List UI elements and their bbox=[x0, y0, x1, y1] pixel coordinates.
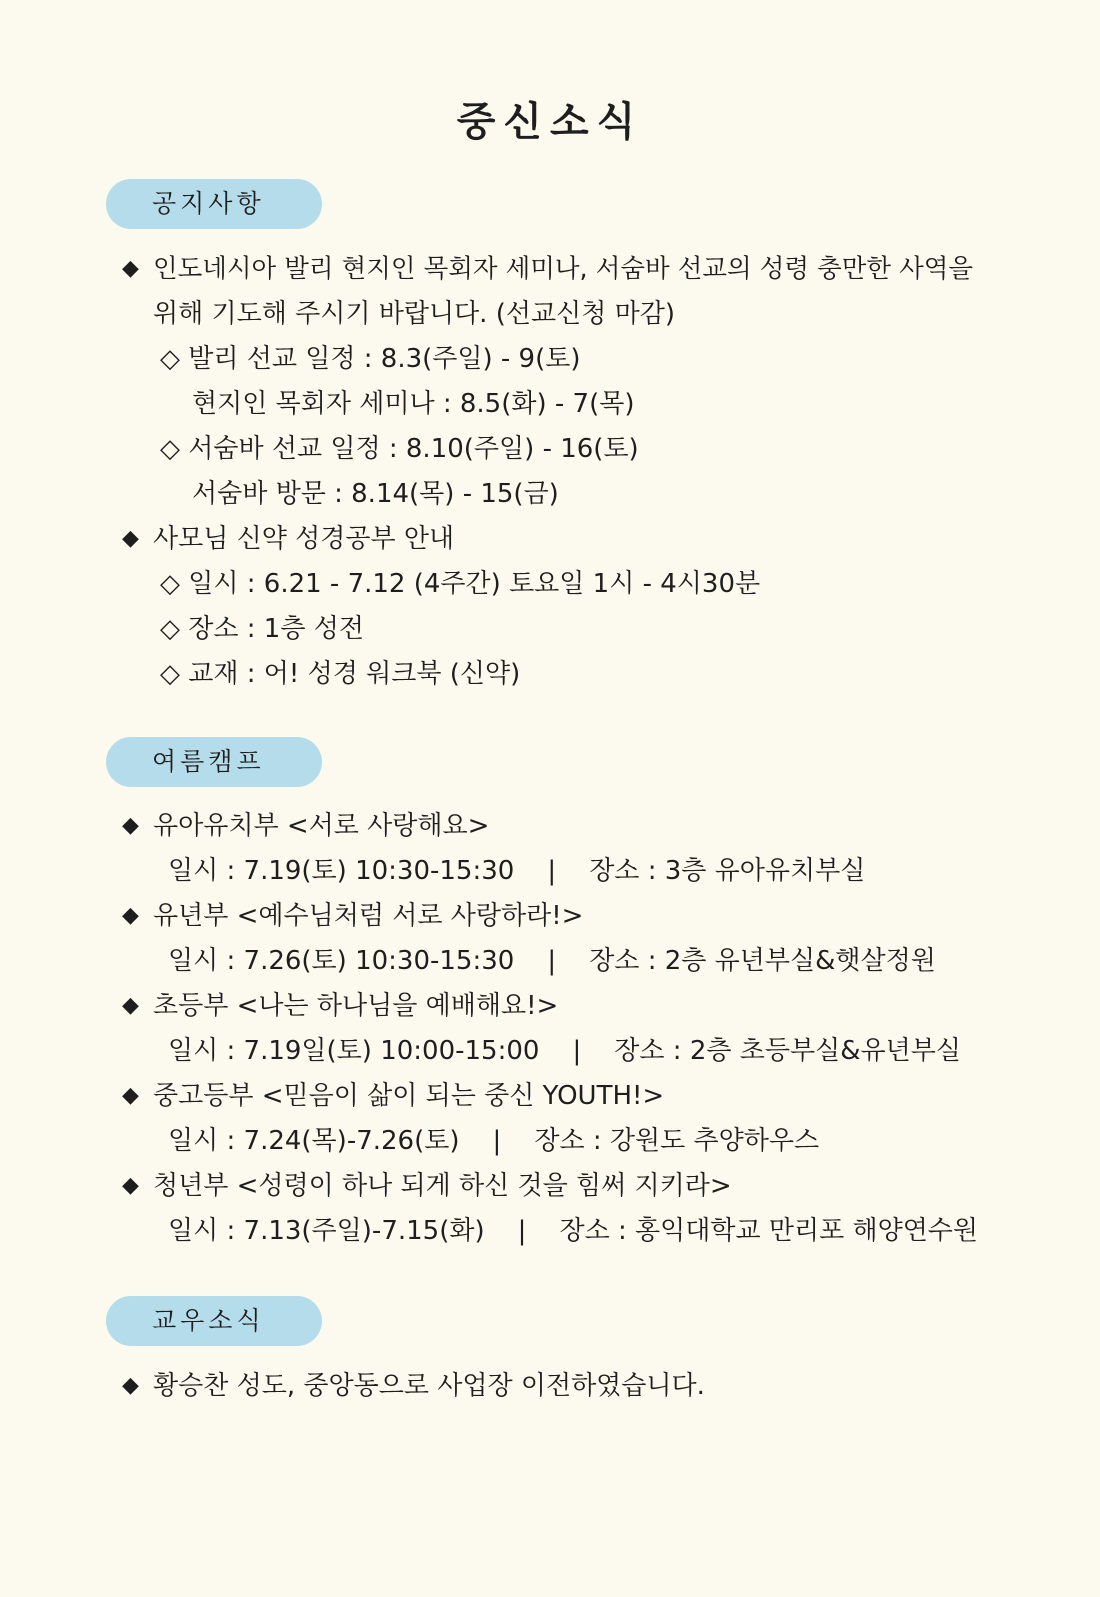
notice-item-1-line-1: 인도네시아 발리 현지인 목회자 세미나, 서숨바 선교의 성령 충만한 사역을 bbox=[153, 254, 974, 284]
section-label-notices: 공지사항 bbox=[106, 179, 322, 229]
notice-sub-2-line-1: ◇ 서숨바 선교 일정 : 8.10(주일) - 16(토) bbox=[160, 434, 639, 464]
camp-item-detail: 일시 : 7.19일(토) 10:00-15:00 | 장소 : 2층 초등부실&유년부실 bbox=[168, 1036, 961, 1066]
notice-sub-3: ◇ 일시 : 6.21 - 7.12 (4주간) 토요일 1시 - 4시30분 bbox=[160, 569, 761, 599]
camp-item-detail: 일시 : 7.19(토) 10:30-15:30 | 장소 : 3층 유아유치부실 bbox=[168, 856, 866, 886]
notice-sub-1-line-2: 현지인 목회자 세미나 : 8.5(화) - 7(목) bbox=[192, 389, 635, 419]
alumni-item: 황승찬 성도, 중앙동으로 사업장 이전하였습니다. bbox=[153, 1371, 705, 1401]
camp-item-title: 청년부 <성령이 하나 되게 하신 것을 힘써 지키라> bbox=[153, 1171, 732, 1201]
camp-item-title: 유아유치부 <서로 사랑해요> bbox=[153, 811, 490, 841]
section-label-camp: 여름캠프 bbox=[106, 737, 322, 787]
camp-item-detail: 일시 : 7.24(목)-7.26(토) | 장소 : 강원도 추양하우스 bbox=[168, 1126, 820, 1156]
black-diamond-icon: ◆ bbox=[122, 256, 139, 281]
black-diamond-icon: ◆ bbox=[122, 903, 139, 928]
black-diamond-icon: ◆ bbox=[122, 993, 139, 1018]
section-label-alumni: 교우소식 bbox=[106, 1296, 322, 1346]
camp-item-detail: 일시 : 7.13(주일)-7.15(화) | 장소 : 홍익대학교 만리포 해양연수원 bbox=[168, 1216, 979, 1246]
camp-item-detail: 일시 : 7.26(토) 10:30-15:30 | 장소 : 2층 유년부실&햇살정원 bbox=[168, 946, 936, 976]
page-title: 중신소식 bbox=[456, 99, 644, 145]
black-diamond-icon: ◆ bbox=[122, 1173, 139, 1198]
notice-sub-2-line-2: 서숨바 방문 : 8.14(목) - 15(금) bbox=[192, 479, 559, 509]
camp-item-title: 중고등부 <믿음이 삶이 되는 중신 YOUTH!> bbox=[153, 1081, 665, 1111]
camp-item-title: 초등부 <나는 하나님을 예배해요!> bbox=[153, 991, 559, 1021]
black-diamond-icon: ◆ bbox=[122, 1083, 139, 1108]
notice-sub-1-line-1: ◇ 발리 선교 일정 : 8.3(주일) - 9(토) bbox=[160, 344, 581, 374]
black-diamond-icon: ◆ bbox=[122, 1373, 139, 1398]
black-diamond-icon: ◆ bbox=[122, 813, 139, 838]
notice-sub-5: ◇ 교재 : 어! 성경 워크북 (신약) bbox=[160, 659, 521, 689]
black-diamond-icon: ◆ bbox=[122, 526, 139, 551]
notice-item-2: 사모님 신약 성경공부 안내 bbox=[153, 524, 455, 554]
camp-item-title: 유년부 <예수님처럼 서로 사랑하라!> bbox=[153, 901, 584, 931]
notice-item-1-line-2: 위해 기도해 주시기 바랍니다. (선교신청 마감) bbox=[153, 299, 675, 329]
notice-sub-4: ◇ 장소 : 1층 성전 bbox=[160, 614, 364, 644]
